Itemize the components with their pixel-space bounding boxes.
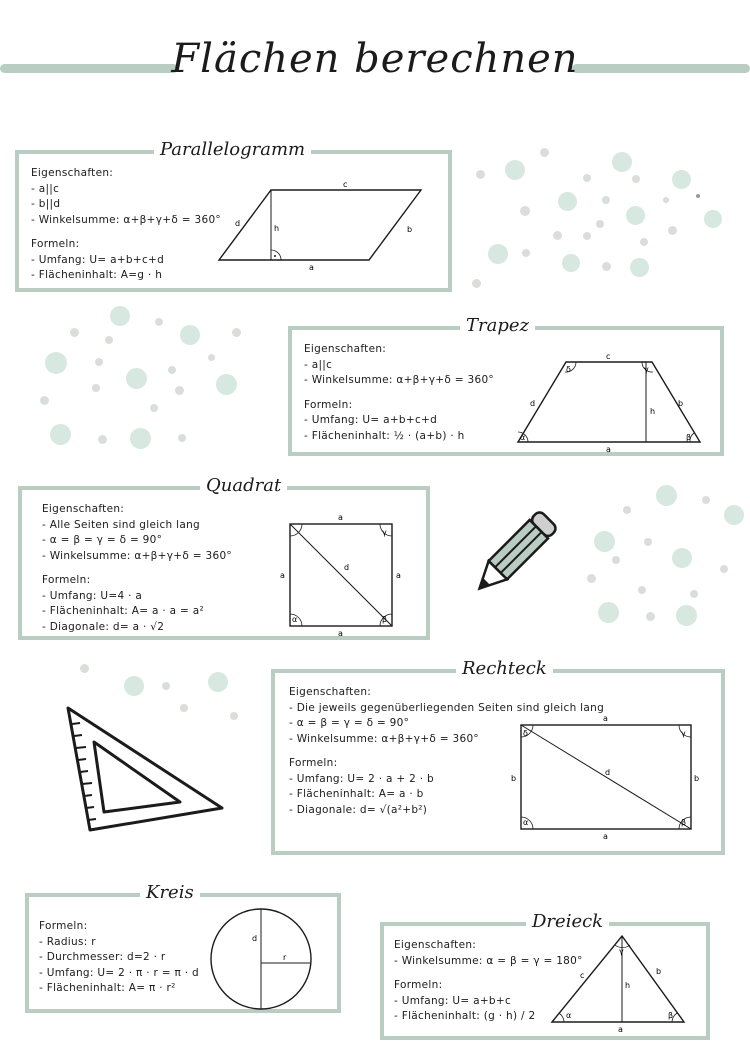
square-diagram bbox=[278, 510, 408, 638]
text-line: - Winkelsumme: α+β+γ+δ = 360° bbox=[289, 732, 479, 745]
card-trapez bbox=[288, 326, 724, 456]
label-r: r bbox=[283, 953, 287, 962]
parallelogramm-title: Parallelogramm bbox=[154, 139, 311, 160]
text-line: Eigenschaften: bbox=[304, 343, 387, 355]
text-line: - b||d bbox=[31, 198, 61, 210]
text-line: - Radius: r bbox=[39, 935, 96, 948]
label-c: c bbox=[580, 971, 585, 980]
label-c: c bbox=[606, 352, 611, 361]
text-line: Formeln: bbox=[304, 398, 353, 411]
text-line: - Winkelsumme: α+β+γ+δ = 360° bbox=[42, 549, 232, 562]
text-line: - a||c bbox=[304, 358, 333, 371]
label-gamma: γ bbox=[382, 528, 387, 537]
card-kreis bbox=[25, 893, 341, 1013]
text-line: - Umfang: U= a+b+c+d bbox=[31, 253, 165, 266]
quadrat-title: Quadrat bbox=[200, 475, 287, 496]
text-line: - Umfang: U=4 · a bbox=[42, 589, 143, 602]
set-square-icon bbox=[60, 700, 230, 840]
parallelogramm-text bbox=[31, 166, 221, 284]
label-d: d bbox=[235, 219, 241, 228]
label-beta: β bbox=[668, 1011, 674, 1020]
card-parallelogramm bbox=[15, 150, 452, 292]
text-line: - Flächeninhalt: A= a · b bbox=[289, 788, 424, 800]
label-c: c bbox=[343, 180, 348, 189]
label-gamma: γ bbox=[619, 947, 624, 956]
text-line: - Umfang: U= a+b+c+d bbox=[304, 414, 438, 426]
circle-diagram bbox=[205, 903, 317, 1013]
text-line: - Flächeninhalt: ½ · (a+b) · h bbox=[304, 429, 465, 442]
text-line: Eigenschaften: bbox=[42, 503, 125, 515]
text-line: - Umfang: U= 2 · π · r = π · d bbox=[39, 966, 200, 979]
text-line: Formeln: bbox=[31, 238, 80, 250]
text-line: - Diagonale: d= √(a²+b²) bbox=[289, 803, 428, 816]
card-dreieck bbox=[380, 922, 710, 1040]
label-a-top: a bbox=[338, 513, 343, 522]
label-h: h bbox=[625, 981, 631, 990]
label-alpha: α bbox=[566, 1011, 572, 1020]
trapezoid-diagram bbox=[508, 348, 708, 454]
text-line: - Diagonale: d= a · √2 bbox=[42, 620, 165, 633]
label-delta: δ bbox=[523, 729, 528, 738]
label-b: b bbox=[407, 225, 413, 234]
label-delta: δ bbox=[566, 365, 571, 374]
rectangle-diagram bbox=[509, 713, 699, 841]
parallelogram-diagram bbox=[209, 176, 439, 276]
quadrat-text bbox=[42, 502, 232, 635]
label-d: d bbox=[344, 563, 350, 572]
text-line: - Die jeweils gegenüberliegenden Seiten sind gleich lang bbox=[289, 701, 605, 714]
label-b-left: b bbox=[511, 774, 517, 783]
label-alpha: α bbox=[523, 818, 529, 827]
trapez-title: Trapez bbox=[460, 315, 535, 336]
text-line: - Umfang: U= 2 · a + 2 · b bbox=[289, 772, 434, 785]
card-rechteck bbox=[271, 669, 725, 855]
dreieck-title: Dreieck bbox=[526, 911, 609, 932]
text-line: Formeln: bbox=[42, 574, 91, 586]
rechteck-title: Rechteck bbox=[456, 658, 553, 679]
label-a-top: a bbox=[603, 714, 608, 723]
label-beta: β bbox=[681, 818, 687, 827]
text-line: - Winkelsumme: α+β+γ+δ = 360° bbox=[31, 213, 221, 226]
label-d: d bbox=[605, 768, 611, 777]
text-line: - Flächeninhalt: A= π · r² bbox=[39, 982, 176, 994]
label-d: d bbox=[252, 934, 258, 943]
label-h: h bbox=[274, 224, 280, 233]
text-line: - α = β = γ = δ = 90° bbox=[42, 534, 163, 546]
label-beta: β bbox=[382, 615, 388, 624]
text-line: - a||c bbox=[31, 182, 60, 195]
label-a-right: a bbox=[396, 571, 401, 580]
label-gamma: γ bbox=[681, 729, 686, 738]
text-line: Eigenschaften: bbox=[289, 686, 372, 698]
kreis-text bbox=[39, 919, 199, 997]
kreis-title: Kreis bbox=[140, 882, 200, 903]
label-a-bottom: a bbox=[603, 832, 608, 841]
label-alpha: α bbox=[292, 615, 298, 624]
label-a-left: a bbox=[280, 571, 285, 580]
label-a: a bbox=[606, 445, 611, 454]
text-line: Eigenschaften: bbox=[394, 939, 477, 951]
label-d: d bbox=[530, 399, 536, 408]
text-line: - Flächeninhalt: A= a · a = a² bbox=[42, 605, 204, 617]
label-a: a bbox=[309, 263, 314, 272]
text-line: Eigenschaften: bbox=[31, 167, 114, 179]
text-line: - α = β = γ = δ = 90° bbox=[289, 717, 410, 729]
label-b: b bbox=[656, 967, 662, 976]
text-line: - Flächeninhalt: A=g · h bbox=[31, 269, 163, 281]
label-a-bottom: a bbox=[338, 629, 343, 638]
label-h: h bbox=[650, 407, 656, 416]
text-line: - Winkelsumme: α+β+γ+δ = 360° bbox=[304, 374, 494, 386]
label-b-right: b bbox=[694, 774, 699, 783]
trapez-text bbox=[304, 342, 494, 444]
pencil-icon bbox=[464, 506, 560, 606]
text-line: - Durchmesser: d=2 · r bbox=[39, 951, 166, 963]
label-a: a bbox=[618, 1025, 623, 1034]
label-beta: β bbox=[686, 433, 692, 442]
page-title: Flächen berechnen bbox=[171, 36, 579, 82]
card-quadrat bbox=[18, 486, 430, 640]
text-line: Formeln: bbox=[39, 920, 88, 932]
text-line: - Alle Seiten sind gleich lang bbox=[42, 518, 200, 531]
text-line: - Winkelsumme: α = β = γ = 180° bbox=[394, 954, 583, 967]
text-line: Formeln: bbox=[289, 757, 338, 769]
label-gamma: γ bbox=[644, 365, 649, 374]
text-line: Formeln: bbox=[394, 979, 443, 991]
label-b: b bbox=[678, 399, 684, 408]
triangle-diagram bbox=[544, 930, 694, 1038]
text-line: - Umfang: U= a+b+c bbox=[394, 994, 512, 1007]
label-alpha: α bbox=[520, 433, 526, 442]
text-line: - Flächeninhalt: (g · h) / 2 bbox=[394, 1010, 536, 1022]
